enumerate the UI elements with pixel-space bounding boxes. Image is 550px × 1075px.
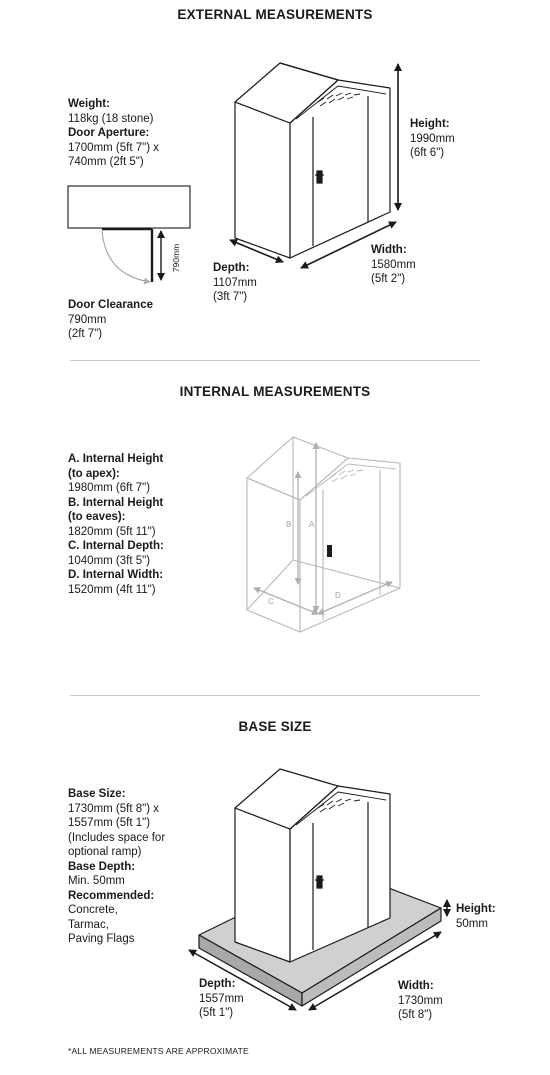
letter-d: D	[335, 591, 341, 600]
base-depth-dim-label: Depth:	[199, 978, 236, 990]
internal-title: INTERNAL MEASUREMENTS	[179, 384, 371, 399]
weight-value: 118kg (18 stone)	[68, 112, 154, 125]
ext-height-label: Height:	[410, 118, 450, 130]
base-width-value1: 1730mm	[398, 994, 443, 1007]
base-size-line3: (Includes space for	[68, 831, 166, 844]
base-size-line4: optional ramp)	[68, 846, 142, 858]
base-depth-value: Min. 50mm	[68, 875, 125, 887]
b-label1: B. Internal Height	[68, 496, 164, 509]
a-label1: A. Internal Height	[68, 453, 164, 465]
a-label2: (to apex):	[68, 467, 120, 480]
door-clearance-value2: (2ft 7")	[68, 328, 103, 340]
door-clearance-dim-label: 790mm	[171, 243, 181, 273]
base-height-value: 50mm	[456, 917, 488, 930]
ext-width-value2: (5ft 2")	[371, 273, 406, 285]
door-clearance-label: Door Clearance	[68, 299, 154, 311]
base-width-label: Width:	[398, 980, 434, 992]
d-label: D. Internal Width:	[68, 569, 164, 581]
recommended-label: Recommended:	[68, 889, 155, 902]
ext-depth-value1: 1107mm	[213, 276, 257, 289]
d-value: 1520mm (4ft 11")	[68, 583, 156, 596]
internal-door-handle	[327, 545, 332, 557]
ext-height-value2: (6ft 6")	[410, 147, 445, 159]
c-label: C. Internal Depth:	[68, 540, 164, 552]
base-height-label: Height:	[456, 903, 496, 915]
ext-height-value1: 1990mm	[410, 132, 455, 145]
base-size-line1: 1730mm (5ft 8") x	[68, 802, 160, 815]
recommended-1: Concrete,	[68, 904, 118, 916]
letter-b: B	[286, 520, 292, 529]
c-value: 1040mm (3ft 5")	[68, 554, 151, 567]
base-title: BASE SIZE	[238, 719, 312, 734]
base-size-label: Base Size:	[68, 788, 126, 800]
ext-width-value1: 1580mm	[371, 258, 416, 271]
recommended-3: Paving Flags	[68, 933, 135, 945]
ext-depth-label: Depth:	[213, 262, 250, 274]
external-shed-drawing	[235, 63, 390, 258]
base-depth-dim-value2: (5ft 1")	[199, 1007, 234, 1019]
ext-depth-value2: (3ft 7")	[213, 291, 248, 303]
door-aperture-line1: 1700mm (5ft 7") x	[68, 141, 160, 154]
base-width-value2: (5ft 8")	[398, 1009, 433, 1021]
letter-a: A	[309, 520, 315, 529]
base-depth-label: Base Depth:	[68, 860, 136, 873]
b-label2: (to eaves):	[68, 511, 126, 523]
weight-label: Weight:	[68, 98, 110, 110]
door-aperture-label: Door Aperture:	[68, 127, 150, 139]
ext-width-label: Width:	[371, 244, 407, 256]
door-clearance-value1: 790mm	[68, 313, 107, 326]
door-aperture-line2: 740mm (2ft 5")	[68, 156, 144, 168]
a-value: 1980mm (6ft 7")	[68, 482, 151, 494]
external-title: EXTERNAL MEASUREMENTS	[177, 7, 373, 22]
b-value: 1820mm (5ft 11")	[68, 525, 156, 538]
recommended-2: Tarmac,	[68, 918, 109, 931]
footnote: *ALL MEASUREMENTS ARE APPROXIMATE	[68, 1046, 249, 1056]
letter-c: C	[268, 597, 274, 606]
base-size-line2: 1557mm (5ft 1")	[68, 817, 151, 829]
base-depth-dim-value1: 1557mm	[199, 992, 244, 1005]
